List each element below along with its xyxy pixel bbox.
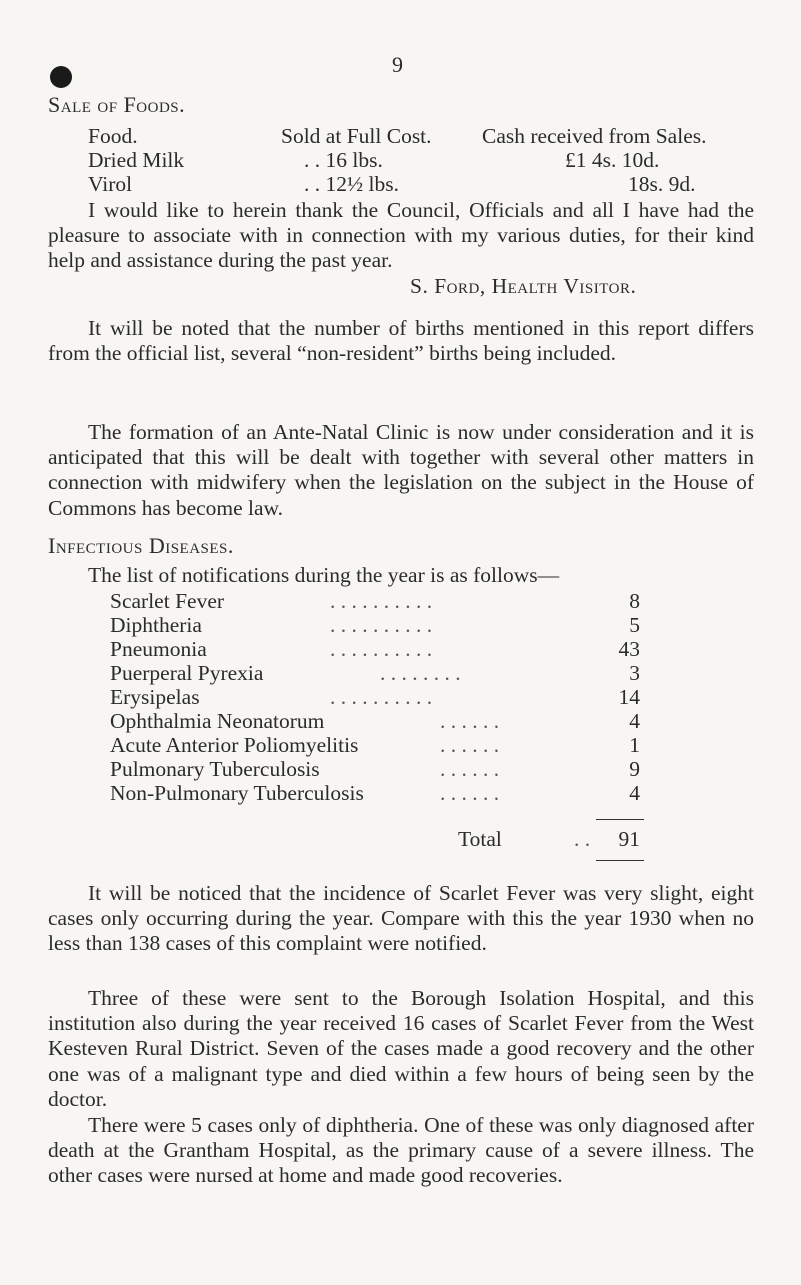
column-header-cash: Cash received from Sales. [482, 124, 707, 148]
diphtheria-paragraph: There were 5 cases only of diphtheria. One of these was only diagnosed after death at the Grantham Hospital, as the primary cause of a severe illness. The other cases were nursed at home and made good recoveries. [48, 1113, 754, 1188]
column-header-food: Food. [88, 124, 138, 148]
disease-name: Pneumonia [110, 637, 207, 661]
cash-row-dried-milk: £1 4s. 10d. [565, 148, 660, 172]
dot-leader: . . . . . . . . [380, 661, 461, 685]
total-value: 91 [618, 827, 640, 851]
disease-count: 9 [629, 757, 640, 781]
signature: S. Ford, Health Visitor. [410, 274, 637, 298]
disease-name: Non-Pulmonary Tuberculosis [110, 781, 364, 805]
disease-name: Diphtheria [110, 613, 202, 637]
cash-row-virol: 18s. 9d. [628, 172, 696, 196]
thanks-paragraph: I would like to herein thank the Council, Officials and all I have had the pleasure to associate with in connection with my various duties, for their kind help and assistance during the past year. [48, 198, 754, 273]
disease-name: Acute Anterior Poliomyelitis [110, 733, 359, 757]
total-rule-bottom [596, 860, 644, 861]
total-label: Total [458, 827, 502, 851]
dot-leader: . . . . . . . . . . [330, 589, 433, 613]
births-paragraph: It will be noted that the number of births mentioned in this report differs from the official list, several “non-resident” births being included. [48, 316, 754, 366]
dot-leader: . . . . . . [440, 757, 500, 781]
ink-blot-mark [50, 66, 72, 88]
disease-name: Erysipelas [110, 685, 200, 709]
total-dot-leader: . . [574, 827, 591, 851]
disease-count: 5 [629, 613, 640, 637]
dot-leader: . . . . . . [440, 709, 500, 733]
disease-count: 14 [618, 685, 640, 709]
disease-name: Scarlet Fever [110, 589, 225, 613]
disease-count: 3 [629, 661, 640, 685]
sold-row-virol: . . 12½ lbs. [304, 172, 399, 196]
disease-count: 4 [629, 781, 640, 805]
notifications-intro: The list of notifications during the year is as follows— [88, 563, 560, 587]
disease-count: 4 [629, 709, 640, 733]
disease-count: 1 [629, 733, 640, 757]
disease-name: Puerperal Pyrexia [110, 661, 264, 685]
sold-row-dried-milk: . . 16 lbs. [304, 148, 383, 172]
page-number: 9 [392, 52, 403, 77]
disease-name: Ophthalmia Neonatorum [110, 709, 325, 733]
column-header-sold: Sold at Full Cost. [281, 124, 432, 148]
food-row-virol: Virol [88, 172, 133, 196]
scarlet-fever-paragraph: It will be noticed that the incidence of Scarlet Fever was very slight, eight cases only occurring during the year. Compare with this the year 1930 when no less than 138 cases of this complaint were notified. [48, 881, 754, 956]
dot-leader: . . . . . . [440, 781, 500, 805]
disease-count: 43 [618, 637, 640, 661]
isolation-hospital-paragraph: Three of these were sent to the Borough Isolation Hospital, and this institution also during the year received 16 cases of Scarlet Fever from the West Kesteven Rural District. Seven of the cases made a good recovery and the other one was of a malignant type and died within a few hours of being seen by the doctor. [48, 986, 754, 1111]
dot-leader: . . . . . . . . . . [330, 637, 433, 661]
antenatal-paragraph: The formation of an Ante-Natal Clinic is now under consideration and it is anticipated that this will be dealt with together with several other matters in connection with midwifery when the legislation on the subject in the House of Commons has become law. [48, 420, 754, 520]
dot-leader: . . . . . . [440, 733, 500, 757]
disease-name: Pulmonary Tuberculosis [110, 757, 320, 781]
food-row-dried-milk: Dried Milk [88, 148, 185, 172]
infectious-diseases-heading: Infectious Diseases. [48, 533, 234, 558]
total-rule-top [596, 819, 644, 820]
sale-of-foods-heading: Sale of Foods. [48, 92, 186, 117]
disease-count: 8 [629, 589, 640, 613]
dot-leader: . . . . . . . . . . [330, 685, 433, 709]
dot-leader: . . . . . . . . . . [330, 613, 433, 637]
